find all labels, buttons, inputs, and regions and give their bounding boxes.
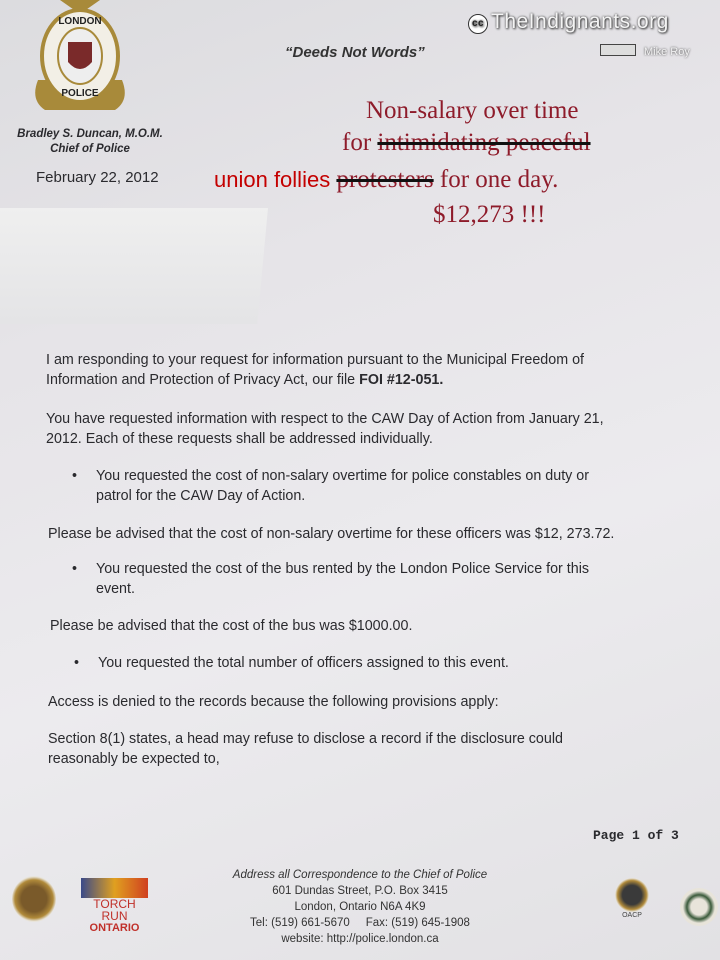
annotation-for: for [342, 129, 372, 156]
list-item [72, 466, 692, 506]
author-name: Mike Roy [644, 46, 690, 58]
bullet-icon: • [72, 561, 78, 577]
paragraph-request [46, 409, 696, 449]
annotation-line-1: Non-salary over time [366, 97, 579, 124]
torch-run-text: TORCH RUN [93, 897, 136, 923]
bullet-icon: • [74, 655, 80, 671]
annotation-line-2 [342, 129, 591, 157]
torch-flame-icon [81, 878, 148, 898]
footer-address [200, 867, 520, 947]
text-line: reasonably be expected to, [48, 751, 220, 767]
london-police-crest-logo [30, 0, 130, 112]
motto: “Deeds Not Words” [285, 44, 425, 61]
paragraph-bus-cost: Please be advised that the cost of the bus was $1000.00. [50, 618, 413, 634]
address-line: London, Ontario N6A 4K9 [294, 901, 426, 913]
annotation-line-3 [214, 166, 558, 194]
address-line: Address all Correspondence to the Chief of Police [232, 869, 488, 881]
watermark-site [468, 10, 669, 34]
text-line: You requested the cost of the bus rented by the London Police Service for this [96, 561, 590, 577]
oacp-badge-icon [615, 878, 649, 912]
file-number: FOI #12-051. [359, 372, 444, 388]
maple-leaf-badge-icon [680, 888, 718, 926]
police-association-logo [12, 876, 56, 922]
envelope-flap [0, 208, 268, 324]
paragraph-access-denied: Access is denied to the records because the following provisions apply: [48, 694, 499, 710]
text-line: 2012. Each of these requests shall be addressed individually. [46, 431, 433, 447]
bullet-icon: • [72, 468, 78, 484]
watermark-site-text: TheIndignants.org [491, 10, 669, 33]
cc-license-badge-icon [600, 44, 636, 56]
text-line: patrol for the CAW Day of Action. [96, 488, 306, 504]
website: website: http://police.london.ca [281, 933, 439, 945]
page-number: Page 1 of 3 [593, 828, 679, 843]
struck-text: protesters [336, 166, 434, 193]
oacp-logo [612, 878, 652, 919]
paragraph-intro [46, 350, 696, 390]
paragraph-section-8 [48, 729, 698, 769]
letter-date: February 22, 2012 [36, 169, 159, 186]
text-line [46, 370, 696, 390]
annotation-suffix: for one day. [439, 166, 559, 193]
address-line: 601 Dundas Street, P.O. Box 3415 [272, 885, 448, 897]
chief-name: Bradley S. Duncan, M.O.M. [17, 128, 163, 140]
annotation-amount: $12,273 !!! [433, 201, 546, 228]
phone-fax: Tel: (519) 661-5670 Fax: (519) 645-1908 [250, 917, 470, 929]
svg-text:POLICE: POLICE [61, 88, 99, 99]
text-line: Section 8(1) states, a head may refuse to disclose a record if the disclosure could [48, 731, 563, 747]
list-item [72, 559, 692, 599]
chief-title: Chief of Police [50, 143, 130, 155]
text-line: You requested the total number of officers assigned to this event. [98, 655, 509, 671]
text-line: You have requested information with respect to the CAW Day of Action from January 21, [46, 411, 604, 427]
text-line: I am responding to your request for information pursuant to the Municipal Freedom of [46, 352, 585, 368]
paragraph-overtime-cost: Please be advised that the cost of non-salary overtime for these officers was $12, 273.72. [48, 526, 615, 542]
watermark-author [600, 44, 690, 58]
text-span: Information and Protection of Privacy Act, our file [46, 372, 360, 388]
struck-text: intimidating peaceful [377, 129, 591, 156]
torch-run-ontario: ONTARIO [89, 922, 140, 934]
list-item [74, 653, 694, 673]
oacp-text: OACP [622, 912, 642, 919]
svg-text:LONDON: LONDON [58, 16, 102, 27]
text-line: event. [96, 581, 135, 597]
torch-run-logo [81, 878, 148, 934]
chief-signature-block [10, 127, 170, 157]
inserted-text: union follies [214, 167, 331, 192]
text-line: You requested the cost of non-salary overtime for police constables on duty or [96, 468, 589, 484]
creative-commons-icon: cc [468, 14, 488, 34]
